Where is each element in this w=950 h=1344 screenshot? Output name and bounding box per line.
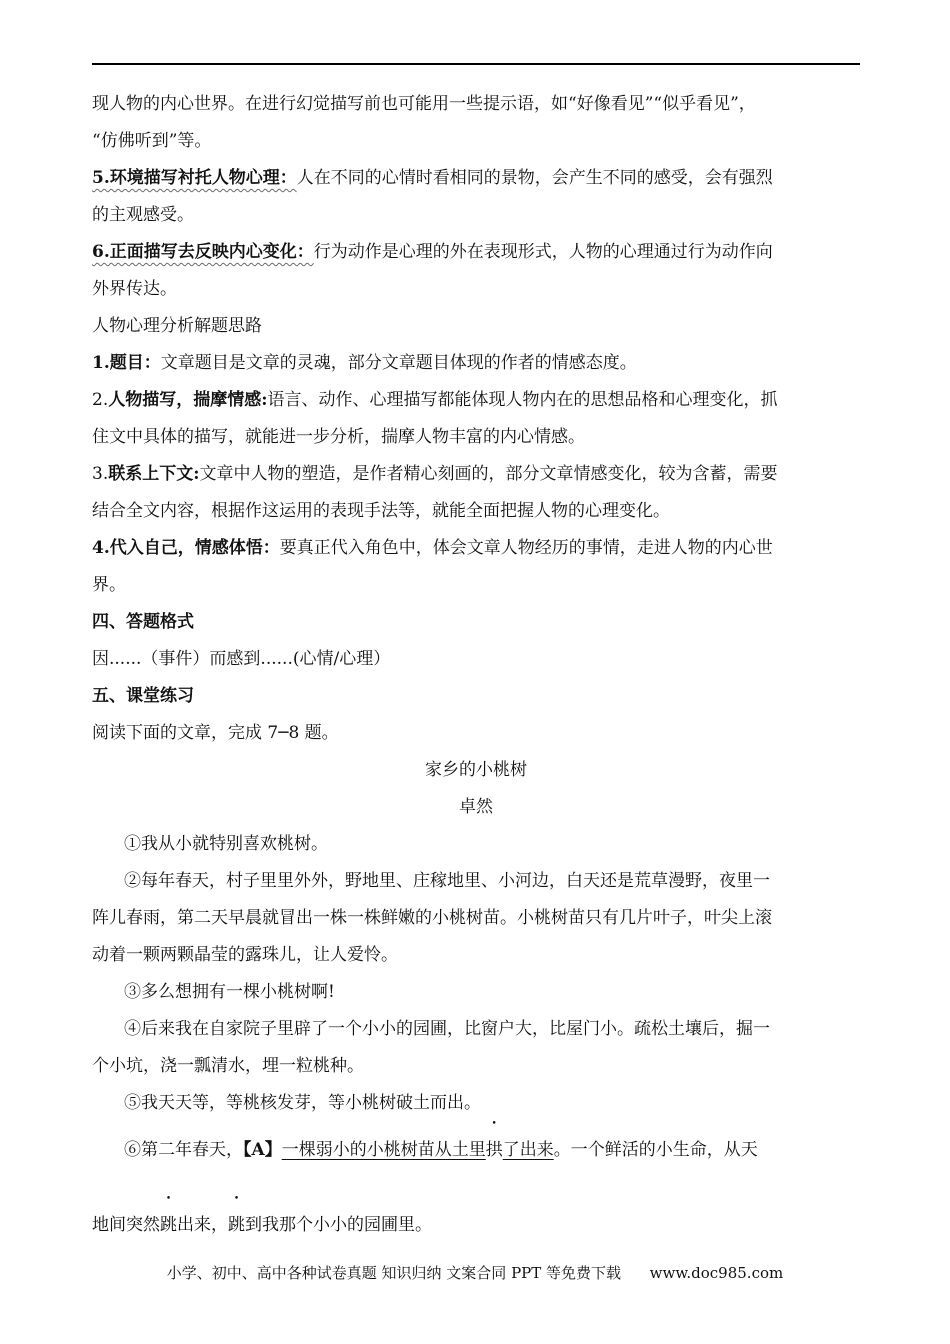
article-paragraph-cont bbox=[92, 1207, 860, 1244]
p6-pre: ⑥第二年春天， bbox=[124, 1140, 243, 1160]
p6-post: 。一个鲜活的小生命，从天 bbox=[553, 1140, 758, 1160]
text-line: 外界传达。 bbox=[92, 279, 177, 299]
method-4-heading: 4.代入自己，情感体悟： bbox=[92, 538, 280, 558]
text-line: 结合全文内容，根据作这运用的表现手法等，就能全面把握人物的心理变化。 bbox=[92, 501, 670, 521]
article-paragraph: ④后来我在自家院子里辟了一个小小的园圃，比窗户大，比屋门小。疏松土壤后，掘一 bbox=[124, 1019, 770, 1039]
header-rule bbox=[92, 63, 860, 65]
page-footer: 小学、初中、高中各种试卷真题 知识归纳 文案合同 PPT 等免费下载 www.doc985.com bbox=[166, 1264, 784, 1282]
emphasis-dot-char: 拱 bbox=[485, 1140, 503, 1160]
emphasis-dot-char: 跳 bbox=[160, 1215, 177, 1235]
answer-format: 因......（事件）而感到......(心情/心理） bbox=[92, 649, 391, 669]
tip-6 bbox=[92, 234, 860, 271]
article-paragraph-cont: 阵儿春雨，第二天早晨就冒出一株一株鲜嫩的小桃树苗。小桃树苗只有几片叶子，叶尖上滚 bbox=[92, 908, 772, 928]
p6-underline-part-2: 了出来 bbox=[502, 1140, 554, 1160]
text-line: 现人物的内心世界。在进行幻觉描写前也可能用一些提示语，如“好像看见”“似乎看见”， bbox=[92, 94, 756, 114]
tip-5-heading: 5.环境描写衬托人物心理： bbox=[92, 168, 297, 188]
method-3-text: 文章中人物的塑造，是作者精心刻画的，部分文章情感变化，较为含蓄，需要 bbox=[199, 464, 778, 484]
method-4 bbox=[92, 530, 860, 567]
method-2-text: 语言、动作、心理描写都能体现人物内在的思想品格和心理变化，抓 bbox=[267, 390, 778, 410]
section-heading-answer-format: 四、答题格式 bbox=[92, 612, 194, 632]
method-1-text: 文章题目是文章的灵魂，部分文章题目体现的作者的情感态度。 bbox=[160, 353, 637, 373]
text-line: 的主观感受。 bbox=[92, 205, 194, 225]
article-paragraph: ①我从小就特别喜欢桃树。 bbox=[124, 834, 328, 854]
article-paragraph-6 bbox=[92, 1132, 860, 1169]
method-2-number: 2. bbox=[92, 390, 109, 410]
tip-6-text: 行为动作是心理的外在表现形式，人物的心理通过行为动作向 bbox=[313, 242, 773, 262]
method-3-heading: 联系上下文: bbox=[108, 464, 200, 484]
method-1-heading: 1.题目： bbox=[92, 353, 161, 373]
article-paragraph: ③多么想拥有一棵小桃树啊! bbox=[124, 982, 335, 1002]
practice-instruction: 阅读下面的文章，完成 7─8 题。 bbox=[92, 723, 339, 743]
article-title: 家乡的小桃树 bbox=[425, 760, 527, 780]
question-marker-a: 【A】 bbox=[243, 1140, 282, 1160]
article-paragraph-cont: 动着一颗两颗晶莹的露珠儿，让人爱怜。 bbox=[92, 945, 398, 965]
section-heading-practice: 五、课堂练习 bbox=[92, 686, 194, 706]
document-body bbox=[92, 86, 860, 1244]
method-2-heading: 人物描写，揣摩情感: bbox=[108, 390, 268, 410]
p6b-text-2: 出来， bbox=[177, 1215, 228, 1235]
p6b-text-3: 到我那个小小的园圃里。 bbox=[245, 1215, 432, 1235]
method-4-text: 要真正代入角色中，体会文章人物经历的事情，走进人物的内心世 bbox=[279, 538, 773, 558]
section-subtitle: 人物心理分析解题思路 bbox=[92, 316, 262, 336]
p6b-text-1: 地间突然 bbox=[92, 1215, 160, 1235]
tip-5 bbox=[92, 160, 860, 197]
method-3-number: 3. bbox=[92, 464, 109, 484]
p6-underlined-sentence bbox=[282, 1140, 554, 1160]
method-3 bbox=[92, 456, 860, 493]
method-2 bbox=[92, 382, 860, 419]
p6-underline-part-1: 一棵弱小的小桃树苗从土里 bbox=[281, 1140, 486, 1160]
article-author: 卓然 bbox=[459, 797, 493, 817]
text-line: 住文中具体的描写，就能进一步分析，揣摩人物丰富的内心情感。 bbox=[92, 427, 585, 447]
article-paragraph: ②每年春天，村子里里外外，野地里、庄稼地里、小河边，白天还是荒草漫野，夜里一 bbox=[124, 871, 770, 891]
method-1 bbox=[92, 345, 860, 382]
article-paragraph-cont: 个小坑，浇一瓢清水，埋一粒桃种。 bbox=[92, 1056, 364, 1076]
tip-6-heading: 6.正面描写去反映内心变化： bbox=[92, 242, 314, 262]
article-paragraph: ⑤我天天等，等桃核发芽，等小桃树破土而出。 bbox=[124, 1093, 481, 1113]
emphasis-dot-char: 跳 bbox=[228, 1215, 245, 1235]
text-line: “仿佛听到”等。 bbox=[92, 131, 212, 151]
text-line: 界。 bbox=[92, 575, 126, 595]
tip-5-text: 人在不同的心情时看相同的景物，会产生不同的感受，会有强烈 bbox=[296, 168, 773, 188]
